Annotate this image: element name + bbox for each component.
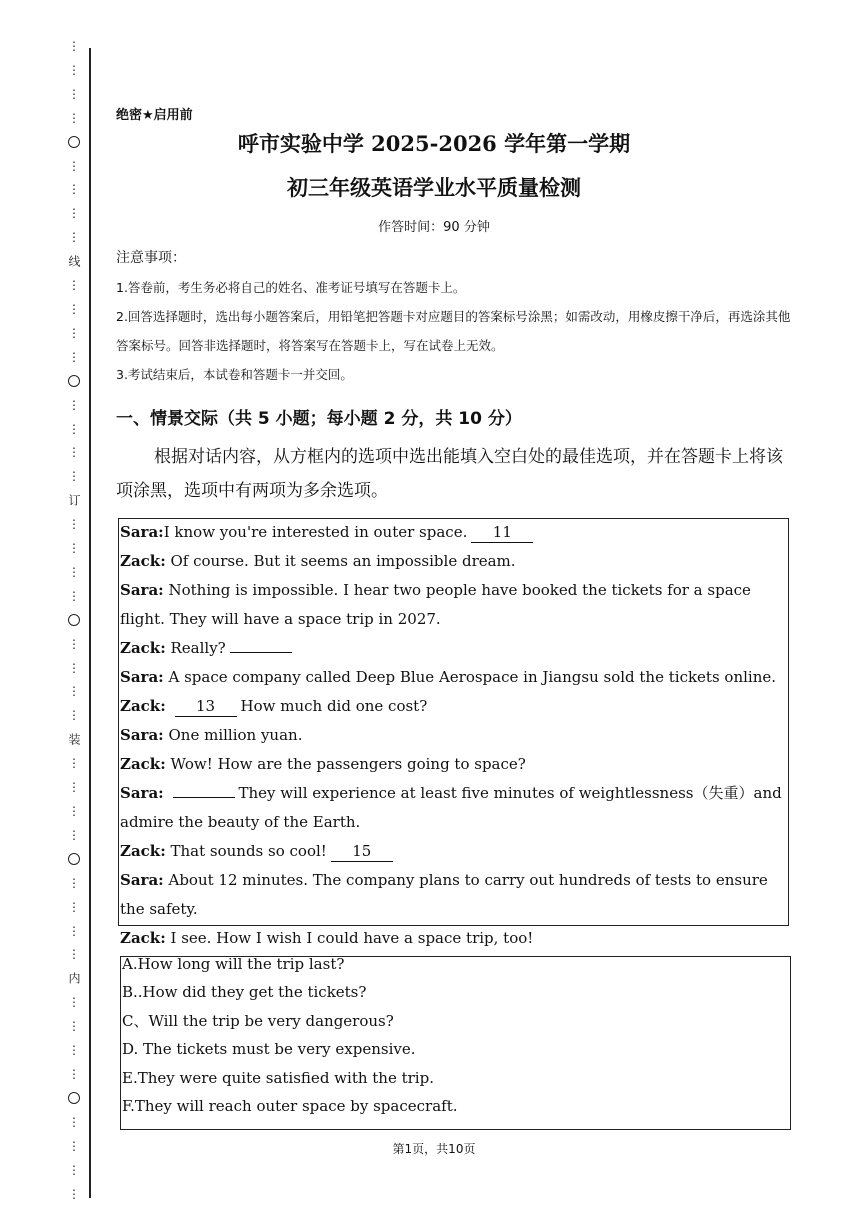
binding-circle <box>68 375 80 387</box>
binding-dot: ⋮ <box>68 684 80 699</box>
binding-dot: ⋮ <box>68 206 80 221</box>
binding-dot: ⋮ <box>68 301 80 316</box>
binding-dot: ⋮ <box>68 541 80 556</box>
speaker-name: Sara: <box>120 581 164 599</box>
answer-blank: 11 <box>471 522 533 543</box>
binding-dot: ⋮ <box>68 1043 80 1058</box>
dialogue-line <box>120 866 790 924</box>
binding-circle <box>68 853 80 865</box>
option-item: F.They will reach outer space by spacecraft. <box>122 1097 458 1116</box>
dialogue-text: Nothing is impossible. I hear two people have booked the tickets for a space flight. They will have a space trip in 2027. <box>120 581 751 628</box>
binding-dot: ⋮ <box>68 397 80 412</box>
binding-dot: ⋮ <box>68 995 80 1010</box>
options-list <box>122 950 782 1120</box>
dialogue-line <box>120 576 790 634</box>
section-title: 一、情景交际（共 5 小题；每小题 2 分，共 10 分） <box>116 409 522 429</box>
binding-dot: ⋮ <box>68 86 80 101</box>
dialogue-text <box>166 697 171 715</box>
binding-dot: ⋮ <box>68 110 80 125</box>
speaker-name: Sara: <box>120 784 164 802</box>
binding-dot: ⋮ <box>68 660 80 675</box>
binding-dot: ⋮ <box>68 182 80 197</box>
binding-dot: ⋮ <box>68 780 80 795</box>
note-item: 1.答卷前，考生务必将自己的姓名、准考证号填写在答题卡上。 <box>116 280 466 295</box>
option-item: A.How long will the trip last? <box>122 955 345 973</box>
dialogue-text: That sounds so cool! <box>165 842 327 860</box>
binding-dot: ⋮ <box>68 1066 80 1081</box>
speaker-name: Sara: <box>120 871 164 889</box>
option-item: E.They were quite satisfied with the trip. <box>122 1068 434 1087</box>
binding-dot: ⋮ <box>68 708 80 723</box>
exam-time-note: 作答时间：90 分钟 <box>378 220 490 235</box>
speaker-name: Zack: <box>120 929 166 947</box>
binding-word: 装 <box>67 733 81 746</box>
option-item: B..How did they get the tickets? <box>122 983 367 1002</box>
dialogue-text: A space company called Deep Blue Aerospace in Jiangsu sold the tickets online. <box>163 668 777 686</box>
dialogue-text: How much did one cost? <box>240 697 428 715</box>
binding-dot: ⋮ <box>68 158 80 173</box>
secret-label: 绝密★启用前 <box>116 108 193 123</box>
speaker-name: Sara: <box>120 523 164 541</box>
dialogue-text: They will experience at least five minutes of weightlessness（失重）and admire the beauty of the Earth. <box>120 784 782 831</box>
binding-word: 订 <box>67 494 81 507</box>
dialogue-text: About 12 minutes. The company plans to carry out hundreds of tests to ensure the safety. <box>120 871 768 918</box>
exam-title-line1: 呼市实验中学 2025-2026 学年第一学期 <box>237 131 631 156</box>
speaker-name: Sara: <box>120 726 164 744</box>
answer-blank: 15 <box>331 841 393 862</box>
section-instructions: 根据对话内容，从方框内的选项中选出能填入空白处的最佳选项，并在答题卡上将该项涂黑，选项中有两项为多余选项。 <box>116 447 783 501</box>
binding-dot: ⋮ <box>68 588 80 603</box>
dialogue-text: One million yuan. <box>163 726 303 744</box>
binding-dot: ⋮ <box>68 875 80 890</box>
binding-dot: ⋮ <box>68 469 80 484</box>
answer-blank: 13 <box>175 696 237 717</box>
binding-margin <box>58 40 92 1200</box>
binding-word: 线 <box>67 255 81 268</box>
binding-dot: ⋮ <box>68 899 80 914</box>
page-number: 第1页，共10页 <box>392 1142 476 1156</box>
binding-dot: ⋮ <box>68 421 80 436</box>
dialogue-line <box>120 663 790 692</box>
binding-dot: ⋮ <box>68 804 80 818</box>
speaker-name: Sara: <box>120 668 164 686</box>
dialogue-text: I know you're interested in outer space. <box>163 523 468 541</box>
answer-blank <box>230 652 292 653</box>
option-item: C、Will the trip be very dangerous? <box>122 1011 394 1030</box>
binding-dot: ⋮ <box>68 39 80 53</box>
binding-circle <box>68 1092 80 1104</box>
binding-dot: ⋮ <box>68 564 80 579</box>
binding-dot: ⋮ <box>68 445 80 460</box>
speaker-name: Zack: <box>120 755 166 773</box>
binding-dot: ⋮ <box>68 756 80 771</box>
binding-word: 内 <box>67 972 81 985</box>
binding-dots <box>66 40 82 1200</box>
note-item: 2.回答选择题时，选出每小题答案后，用铅笔把答题卡对应题目的答案标号涂黑；如需改动，用橡皮擦干净后，再选涂其他答案标号。回答非选择题时，将答案写在答题卡上，写在试卷上无效。 <box>116 309 791 353</box>
speaker-name: Zack: <box>120 697 166 715</box>
dialogue <box>120 518 790 953</box>
binding-dot: ⋮ <box>68 278 80 293</box>
binding-dot: ⋮ <box>68 517 80 532</box>
binding-dot: ⋮ <box>68 1186 80 1201</box>
binding-dot: ⋮ <box>68 230 80 245</box>
exam-title-line2: 初三年级英语学业水平质量检测 <box>287 175 581 200</box>
dialogue-text: Wow! How are the passengers going to space? <box>165 755 526 773</box>
dialogue-line <box>120 779 790 837</box>
binding-dot: ⋮ <box>68 923 80 938</box>
dialogue-line <box>120 721 790 750</box>
binding-circle <box>68 614 80 626</box>
speaker-name: Zack: <box>120 842 166 860</box>
notes-heading: 注意事项： <box>116 250 186 266</box>
binding-dot: ⋮ <box>68 349 80 364</box>
dialogue-line <box>120 924 790 953</box>
dialogue-line <box>120 750 790 779</box>
binding-dot: ⋮ <box>68 1138 80 1153</box>
dialogue-text <box>164 784 169 802</box>
binding-dot: ⋮ <box>68 62 80 77</box>
dialogue-line <box>120 634 790 663</box>
binding-dot: ⋮ <box>68 636 80 651</box>
dialogue-line <box>120 518 790 547</box>
dialogue-text: I see. How I wish I could have a space trip, too! <box>165 929 534 947</box>
option-item: D. The tickets must be very expensive. <box>122 1040 416 1059</box>
binding-dot: ⋮ <box>68 325 80 340</box>
binding-dot: ⋮ <box>68 1162 80 1177</box>
notes-section <box>116 244 796 389</box>
binding-dot: ⋮ <box>68 947 80 962</box>
dialogue-line <box>120 837 790 866</box>
dialogue-line <box>120 692 790 721</box>
binding-dot: ⋮ <box>68 1114 80 1129</box>
dialogue-line <box>120 547 790 576</box>
speaker-name: Zack: <box>120 639 166 657</box>
dialogue-text: Really? <box>165 639 226 657</box>
speaker-name: Zack: <box>120 552 166 570</box>
binding-dot: ⋮ <box>68 827 80 842</box>
dialogue-text: Of course. But it seems an impossible dream. <box>165 552 516 570</box>
note-item: 3.考试结束后，本试卷和答题卡一并交回。 <box>116 367 353 382</box>
answer-blank <box>173 797 235 798</box>
binding-dot: ⋮ <box>68 1019 80 1034</box>
